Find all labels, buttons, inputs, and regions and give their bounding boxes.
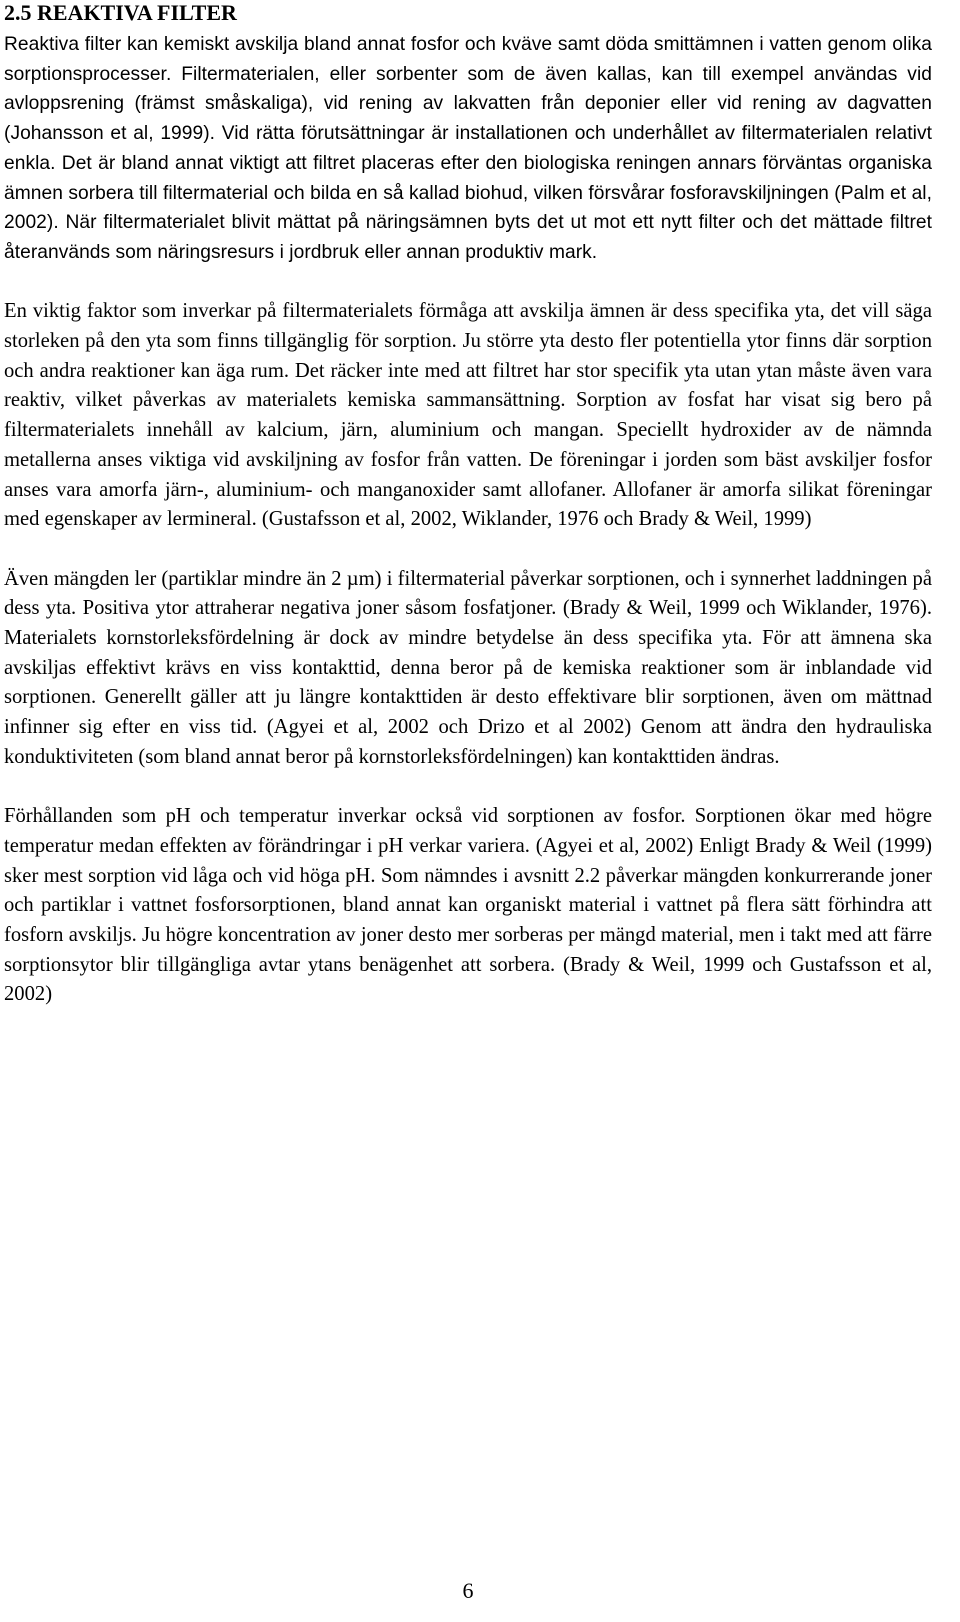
- paragraph-4: Förhållanden som pH och temperatur inverkar också vid sorptionen av fosfor. Sorptionen ökar med högre temperatur medan effekten av förändringar i pH verkar variera. (Agyei et al, 2002) Enligt Brady & Weil (1999) sker mest sorption vid låga och vid höga pH. Som nämndes i avsnitt 2.2 påverkar mängden konkurrerande joner och partiklar i vattnet fosforsorptionen, bland annat kan organiskt material i vattnet på flera sätt förhindra att fosforn avskiljs. Ju högre koncentration av joner desto mer sorberas per mängd material, men i takt med att färre sorptionsytor blir tillgängliga avtar ytans benägenhet att sorbera. (Brady & Weil, 1999 och Gustafsson et al, 2002): [4, 805, 932, 1006]
- paragraph-2: En viktig faktor som inverkar på filtermaterialets förmåga att avskilja ämnen är dess specifika yta, det vill säga storleken på den yta som finns tillgänglig för sorption. Ju större yta desto fler potentiella ytor finns där sorption och andra reaktioner kan äga rum. Det räcker inte med att filtret har stor specifik yta utan ytan måste även vara reaktiv, vilket påverkas av materialets kemiska sammansättning. Sorption av fosfat har visat sig bero på filtermaterialets innehåll av kalcium, järn, aluminium och mangan. Speciellt hydroxider av de nämnda metallerna anses viktiga vid avskiljning av fosfor från vatten. De föreningar i jorden som bäst avskiljer fosfor anses vara amorfa järn-, aluminium- och manganoxider samt allofaner. Allofaner är amorfa silikat föreningar med egenskaper av lermineral. (Gustafsson et al, 2002, Wiklander, 1976 och Brady & Weil, 1999): [4, 300, 932, 531]
- page-number: 6: [462, 1578, 474, 1603]
- section-title: 2.5 REAKTIVA FILTER: [4, 0, 237, 25]
- document-page: [4, 0, 932, 1010]
- paragraph-3: Även mängden ler (partiklar mindre än 2 µm) i filtermaterial påverkar sorptionen, och i synnerhet laddningen på dess yta. Positiva ytor attraherar negativa joner såsom fosfatjoner. (Brady & Weil, 1999 och Wiklander, 1976). Materialets kornstorleksfördelning är dock av mindre betydelse än dess specifika yta. För att ämnena ska avskiljas effektivt krävs en viss kontakttid, denna beror på de kemiska reaktioner som är inblandade vid sorptionen. Generellt gäller att ju längre kontakttiden är desto effektivare blir sorptionen, även om mättnad infinner sig efter en viss tid. (Agyei et al, 2002 och Drizo et al 2002) Genom att ändra den hydrauliska konduktiviteten (som bland annat beror på kornstorleksfördelningen) kan kontakttiden ändras.: [4, 567, 932, 768]
- paragraph-gap: [4, 535, 932, 565]
- paragraph-1: Reaktiva filter kan kemiskt avskilja bland annat fosfor och kväve samt döda smittämnen i vatten genom olika sorptionsprocesser. Filtermaterialen, eller sorbenter som de även kallas, kan till exempel användas vid avloppsrening (främst småskaliga), vid rening av lakvatten från deponier eller vid rening av dagvatten (Johansson et al, 1999). Vid rätta förutsättningar är installationen och underhållet av filtermaterialen relativt enkla. Det är bland annat viktigt att filtret placeras efter den biologiska reningen annars förväntas organiska ämnen sorbera till filtermaterial och bilda en så kallad biohud, vilken försvårar fosforavskiljningen (Palm et al, 2002). När filtermaterialet blivit mättat på näringsämnen byts det ut mot ett nytt filter och det mättade filtret återanvänds som näringsresurs i jordbruk eller annan produktiv mark.: [4, 34, 932, 263]
- paragraph-gap: [4, 268, 932, 298]
- paragraph-gap: [4, 773, 932, 803]
